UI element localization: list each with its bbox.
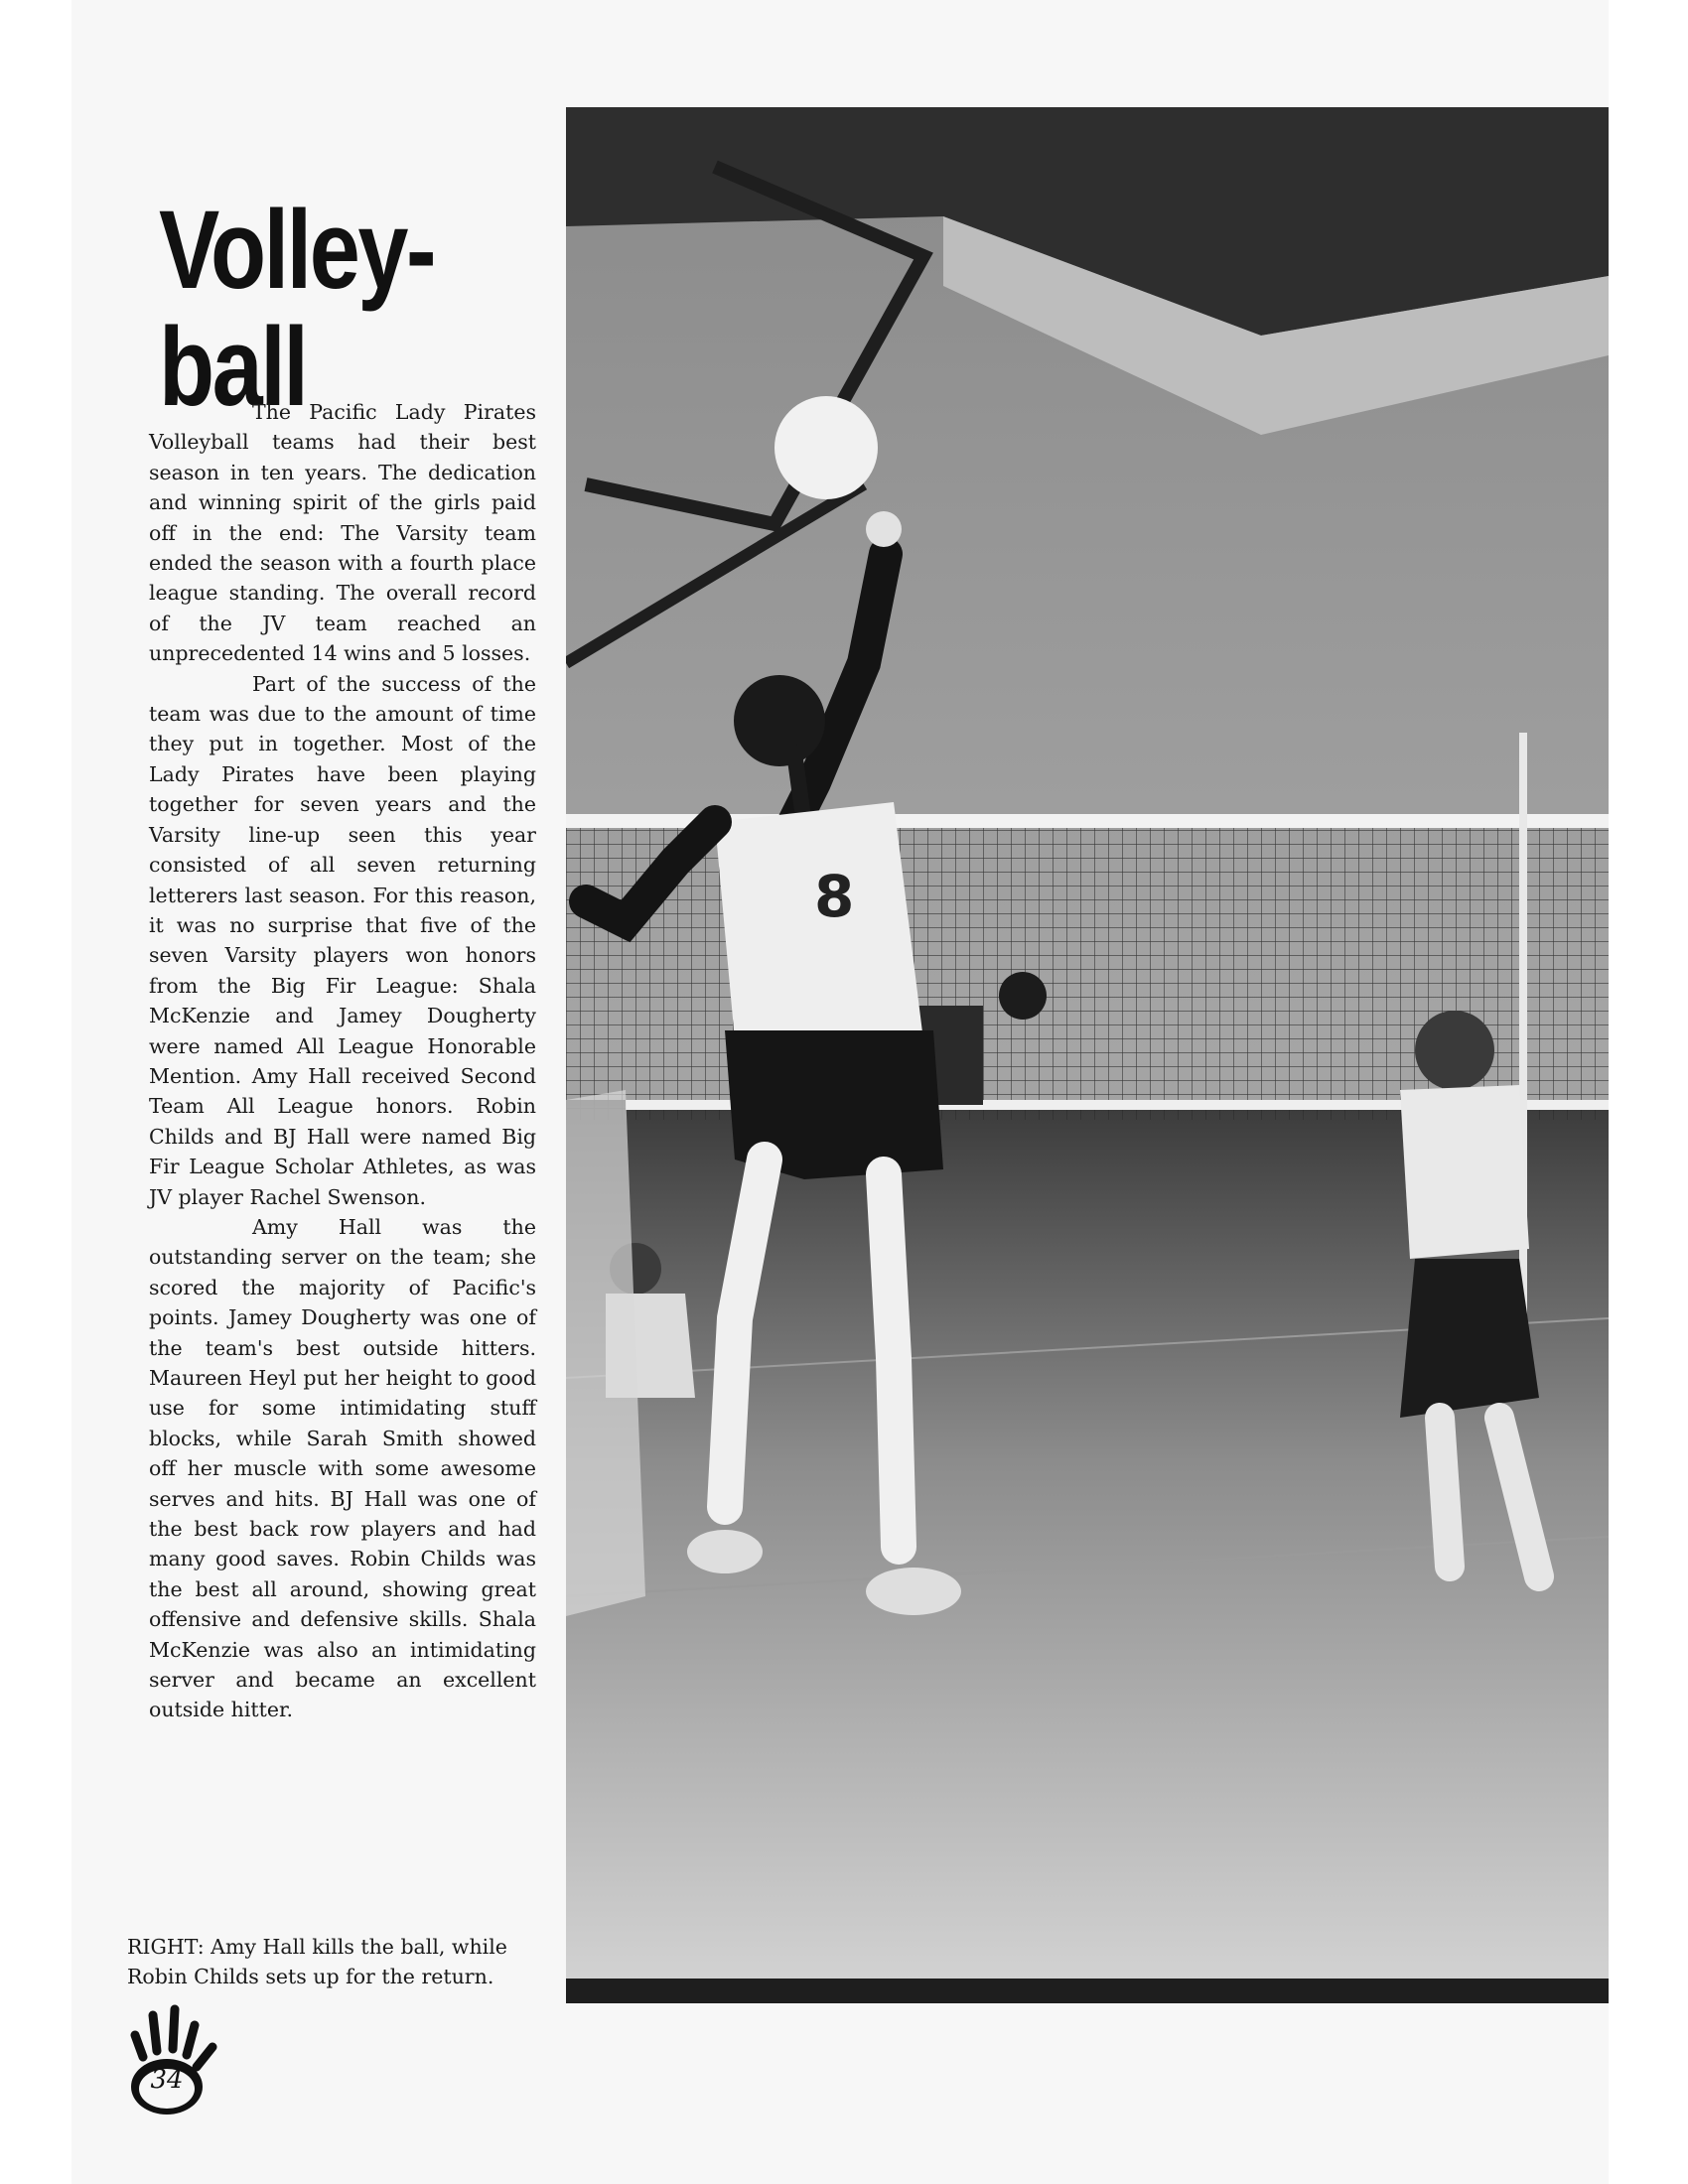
photo-caption	[127, 1932, 554, 1991]
title-line-2: ball	[159, 305, 307, 430]
page-title	[159, 188, 452, 430]
paw-icon	[123, 1995, 222, 2124]
volleyball-photo-illustration	[566, 107, 1609, 2003]
player-shoe	[866, 1568, 961, 1615]
teammate-shorts	[1400, 1259, 1539, 1418]
spectator	[999, 972, 1047, 1020]
article-body	[149, 397, 536, 1725]
player-leg-right	[884, 1174, 899, 1547]
page-number: 34	[150, 2065, 184, 2095]
caption-line-2: Robin Childs sets up for the return.	[127, 1965, 494, 1988]
article-paragraph-1: The Pacific Lady Pirates Volleyball teams had their best season in ten years. The dedication and winning spirit of the girls paid off in the end: The Varsity team ended the season with a fourth place league standing. The overall record of the JV team reached an unprecedented 14 wins and 5 losses.	[149, 400, 536, 666]
player-shoe	[687, 1530, 763, 1573]
article-paragraph-3: Amy Hall was the outstanding server on the team; she scored the majority of Pacific's points. Jamey Dougherty was one of the team's best outside hitters. Maureen Heyl put her height to good use for some intimidating stuff blocks, while Sarah Smith showed off her muscle with some awesome serves and hits. BJ Hall was one of the best back row players and had many good saves. Robin Childs was the best all around, showing great offensive and defensive skills. Shala McKenzie was also an intimidating server and became an excellent outside hitter.	[149, 1214, 536, 1722]
player-head	[734, 675, 825, 766]
page-number-badge	[123, 1995, 222, 2124]
article-paragraph-2: Part of the success of the team was due to the amount of time they put in together. Most of the Lady Pirates have been playing together for seven years and the Varsity line-up seen this year consisted of all seven returning letterers last season. For this reason, it was no surprise that five of the seven Varsity players won honors from the Big Fir League: Shala McKenzie and Jamey Dougherty were named All League Honorable Mention. Amy Hall received Second Team All League honors. Robin Childs and BJ Hall were named Big Fir League Scholar Athletes, as was JV player Rachel Swenson.	[149, 671, 536, 1209]
caption-line-1: RIGHT: Amy Hall kills the ball, while	[127, 1935, 507, 1959]
jersey-number: 8	[814, 863, 855, 930]
title-line-1: Volley-	[159, 188, 435, 313]
volleyball-photo	[566, 107, 1609, 2003]
net-post	[1519, 733, 1527, 1348]
teammate-head	[1415, 1011, 1494, 1090]
photo-bottom-edge	[566, 1979, 1609, 2003]
volleyball	[774, 396, 878, 499]
teammate-jersey	[1400, 1085, 1529, 1259]
player-hand	[866, 511, 902, 547]
